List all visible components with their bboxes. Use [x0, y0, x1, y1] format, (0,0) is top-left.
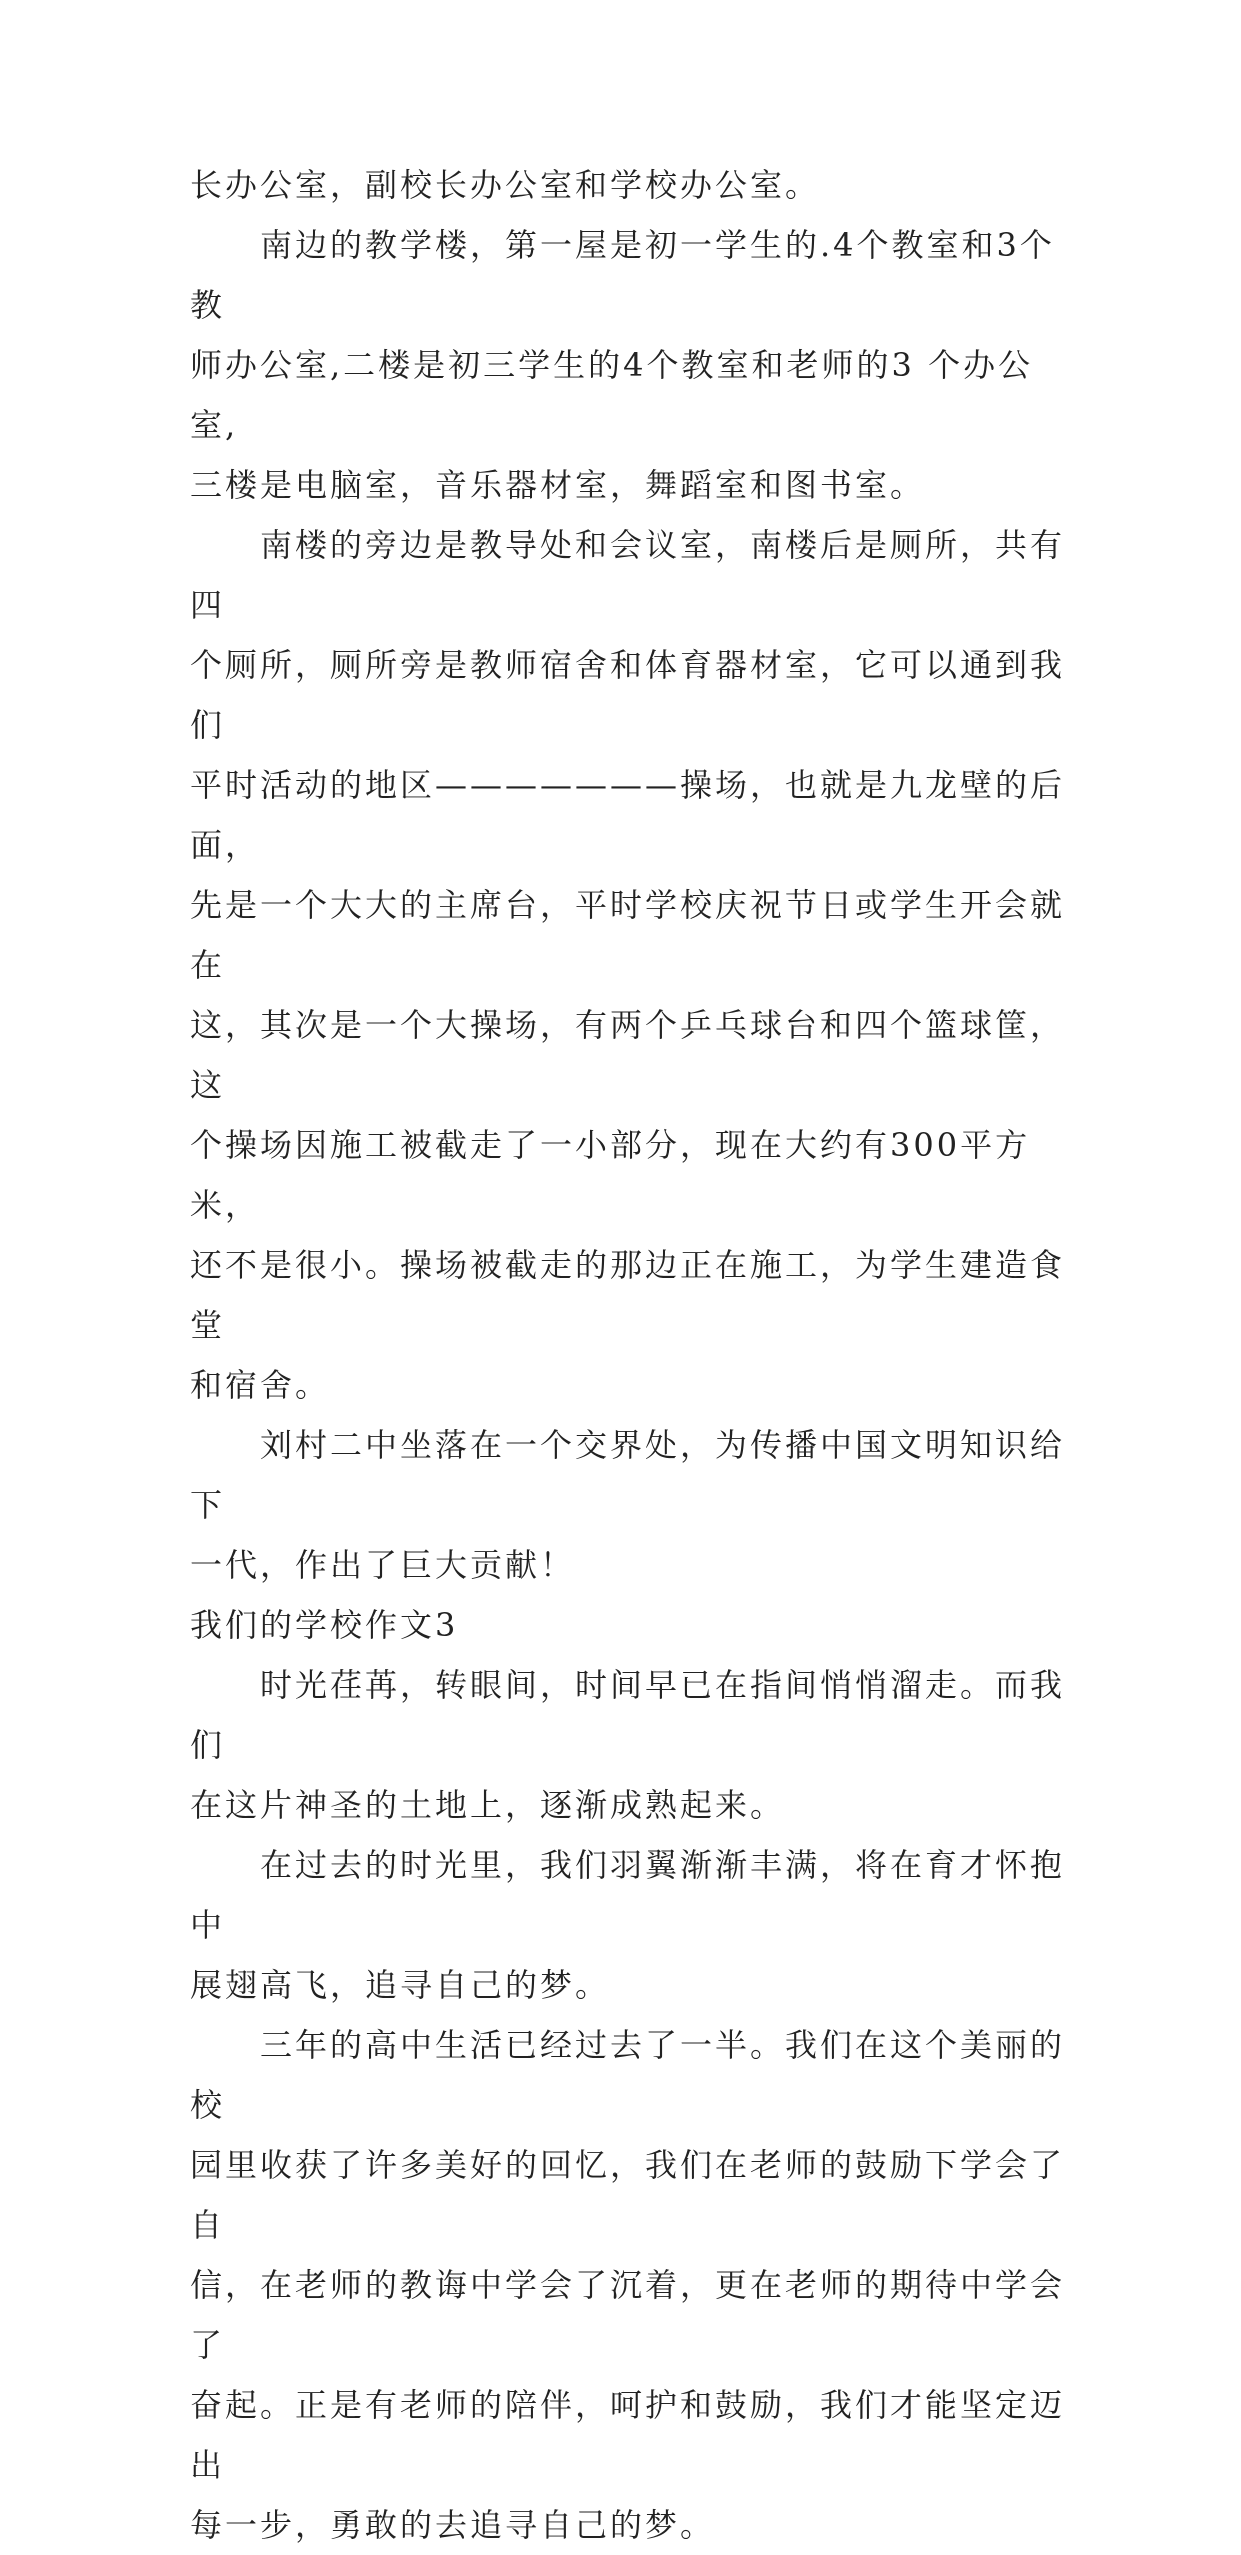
text-line: 展翅高飞，追寻自己的梦。 — [190, 1966, 611, 2004]
text-line: 奋起。正是有老师的陪伴，呵护和鼓励，我们才能坚定迈出 — [190, 2386, 1066, 2484]
text-line: 在过去的时光里，我们羽翼渐渐丰满，将在育才怀抱中 — [190, 1846, 1066, 1944]
text-line: 一代，作出了巨大贡献！ — [190, 1546, 576, 1584]
text-line: 南边的教学楼，第一屋是初一学生的.4个教室和3个教 — [190, 226, 1055, 324]
text-line: 三年的高中生活已经过去了一半。我们在这个美丽的校 — [190, 2026, 1066, 2124]
text-line: 每一步，勇敢的去追寻自己的梦。 — [190, 2506, 716, 2544]
text-line: 刘村二中坐落在一个交界处，为传播中国文明知识给下 — [190, 1426, 1066, 1524]
text-line: 信，在老师的教诲中学会了沉着，更在老师的期待中学会了 — [190, 2266, 1066, 2364]
text-line: 先是一个大大的主席台，平时学校庆祝节日或学生开会就在 — [190, 886, 1066, 984]
text-line: 在这片神圣的土地上，逐渐成熟起来。 — [190, 1786, 786, 1824]
text-line: 还不是很小。操场被截走的那边正在施工，为学生建造食堂 — [190, 1246, 1066, 1344]
text-line: 个操场因施工被截走了一小部分，现在大约有300平方米， — [190, 1126, 1031, 1224]
text-line: 平时活动的地区———————操场，也就是九龙壁的后面， — [190, 766, 1066, 864]
section-heading: 我们的学校作文3 — [190, 1606, 459, 1644]
text-line: 长办公室，副校长办公室和学校办公室。 — [190, 166, 821, 204]
text-line: 师办公室,二楼是初三学生的4个教室和老师的3 个办公室, — [190, 346, 1034, 444]
text-line: 园里收获了许多美好的回忆，我们在老师的鼓励下学会了自 — [190, 2146, 1066, 2244]
text-line: 这，其次是一个大操场，有两个乒乓球台和四个篮球筐，这 — [190, 1006, 1066, 1104]
text-line: 个厕所，厕所旁是教师宿舍和体育器材室，它可以通到我们 — [190, 646, 1066, 744]
text-line: 和宿舍。 — [190, 1366, 331, 1404]
text-line: 时光荏苒，转眼间，时间早已在指间悄悄溜走。而我们 — [190, 1666, 1066, 1764]
text-line: 南楼的旁边是教导处和会议室，南楼后是厕所，共有四 — [190, 526, 1066, 624]
document-body — [190, 155, 1070, 2555]
text-line: 三楼是电脑室，音乐器材室，舞蹈室和图书室。 — [190, 466, 926, 504]
